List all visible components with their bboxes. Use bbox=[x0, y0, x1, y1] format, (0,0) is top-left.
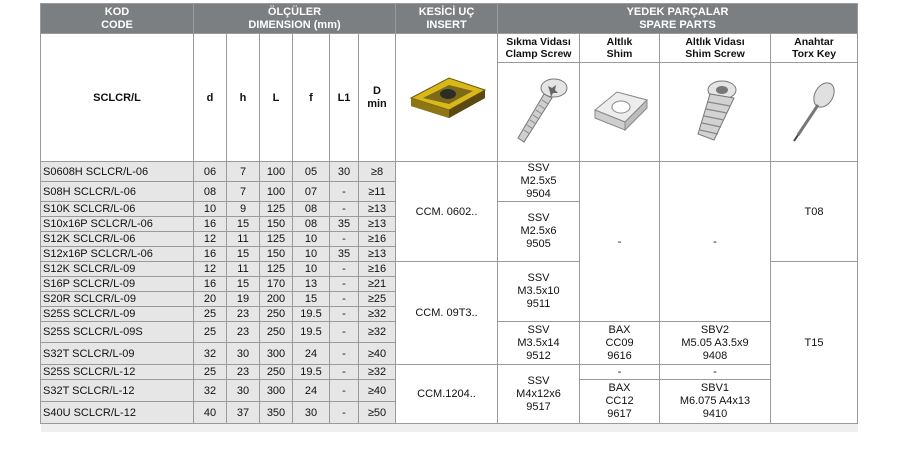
table-cell: - bbox=[330, 307, 359, 322]
table-cell: 10 bbox=[293, 247, 330, 262]
table-cell: ≥8 bbox=[359, 162, 396, 182]
clamp-screw-9512: SSV M3.5x14 9512 bbox=[498, 322, 580, 365]
shim-screw-sbv2: SBV2 M5.05 A3.5x9 9408 bbox=[660, 322, 771, 365]
table-cell: 37 bbox=[227, 402, 260, 424]
table-cell: 11 bbox=[227, 262, 260, 277]
shim-cc12: BAX CC12 9617 bbox=[580, 380, 660, 424]
table-cell: S10x16P SCLCR/L-06 bbox=[41, 217, 194, 232]
table-cell: 32 bbox=[194, 343, 227, 365]
table-cell: 200 bbox=[260, 292, 293, 307]
torx-key-t15: T15 bbox=[771, 262, 858, 424]
table-cell: 30 bbox=[330, 162, 359, 182]
table-footer-bar bbox=[41, 424, 858, 433]
col-L: L bbox=[260, 34, 293, 162]
table-cell: 20 bbox=[194, 292, 227, 307]
table-cell: ≥13 bbox=[359, 202, 396, 217]
table-cell: - bbox=[330, 292, 359, 307]
table-cell: - bbox=[330, 182, 359, 202]
table-cell: 7 bbox=[227, 182, 260, 202]
table-cell: 30 bbox=[227, 343, 260, 365]
shim-screw-none-12: - bbox=[660, 365, 771, 380]
table-cell: ≥32 bbox=[359, 307, 396, 322]
shim-screw-none: - bbox=[660, 162, 771, 322]
torx-key-header: Anahtar Torx Key bbox=[771, 34, 858, 63]
clamp-screw-9517: SSV M4x12x6 9517 bbox=[498, 365, 580, 424]
table-cell: ≥16 bbox=[359, 262, 396, 277]
table-cell: 10 bbox=[293, 232, 330, 247]
table-cell: 19.5 bbox=[293, 307, 330, 322]
table-cell: ≥25 bbox=[359, 292, 396, 307]
table-cell: S25S SCLCR/L-12 bbox=[41, 365, 194, 380]
table-cell: 150 bbox=[260, 247, 293, 262]
table-cell: 15 bbox=[227, 217, 260, 232]
table-cell: 06 bbox=[194, 162, 227, 182]
col-Dmin: D min bbox=[359, 34, 396, 162]
shim-none: - bbox=[580, 162, 660, 322]
table-cell: ≥13 bbox=[359, 217, 396, 232]
table-cell: 05 bbox=[293, 162, 330, 182]
shim-cc09: BAX CC09 9616 bbox=[580, 322, 660, 365]
table-cell: 100 bbox=[260, 182, 293, 202]
table-cell: S10K SCLCR/L-06 bbox=[41, 202, 194, 217]
table-cell: 15 bbox=[227, 277, 260, 292]
table-cell: 300 bbox=[260, 380, 293, 402]
table-cell: 12 bbox=[194, 232, 227, 247]
table-cell: 08 bbox=[194, 182, 227, 202]
table-cell: S08H SCLCR/L-06 bbox=[41, 182, 194, 202]
table-cell: 25 bbox=[194, 322, 227, 343]
insert-code-06: CCM. 0602.. bbox=[396, 162, 498, 262]
shim-image bbox=[580, 63, 660, 162]
table-cell: 35 bbox=[330, 247, 359, 262]
clamp-screw-9504: SSV M2.5x5 9504 bbox=[498, 162, 580, 202]
col-L1: L1 bbox=[330, 34, 359, 162]
parts-table bbox=[40, 3, 858, 432]
table-cell: S20R SCLCR/L-09 bbox=[41, 292, 194, 307]
table-cell: 11 bbox=[227, 232, 260, 247]
table-cell: S32T SCLCR/L-12 bbox=[41, 380, 194, 402]
table-cell: S16P SCLCR/L-09 bbox=[41, 277, 194, 292]
table-cell: 100 bbox=[260, 162, 293, 182]
table-cell: 30 bbox=[227, 380, 260, 402]
table-cell: - bbox=[330, 380, 359, 402]
table-cell: 19 bbox=[227, 292, 260, 307]
table-cell: 30 bbox=[293, 402, 330, 424]
clamp-screw-9511: SSV M3.5x10 9511 bbox=[498, 262, 580, 322]
shim-screw-header: Altlık Vidası Shim Screw bbox=[660, 34, 771, 63]
table-cell: 24 bbox=[293, 343, 330, 365]
table-cell: 32 bbox=[194, 380, 227, 402]
table-cell: S12x16P SCLCR/L-06 bbox=[41, 247, 194, 262]
table-cell: 23 bbox=[227, 307, 260, 322]
table-cell: 12 bbox=[194, 262, 227, 277]
dimension-header: ÖLÇÜLER DIMENSION (mm) bbox=[194, 4, 396, 34]
table-cell: 07 bbox=[293, 182, 330, 202]
spare-parts-header: YEDEK PARÇALAR SPARE PARTS bbox=[498, 4, 858, 34]
table-cell: S40U SCLCR/L-12 bbox=[41, 402, 194, 424]
model-label: SCLCR/L bbox=[41, 34, 194, 162]
table-cell: ≥50 bbox=[359, 402, 396, 424]
table-cell: - bbox=[330, 277, 359, 292]
table-row bbox=[41, 162, 858, 182]
insert-code-12: CCM.1204.. bbox=[396, 365, 498, 424]
table-cell: 08 bbox=[293, 202, 330, 217]
table-cell: 25 bbox=[194, 365, 227, 380]
table-cell: ≥11 bbox=[359, 182, 396, 202]
table-cell: 250 bbox=[260, 365, 293, 380]
shim-header: Altlık Shim bbox=[580, 34, 660, 63]
insert-code-09: CCM. 09T3.. bbox=[396, 262, 498, 365]
table-cell: 7 bbox=[227, 162, 260, 182]
table-cell: S0608H SCLCR/L-06 bbox=[41, 162, 194, 182]
table-cell: 250 bbox=[260, 322, 293, 343]
table-cell: 15 bbox=[293, 292, 330, 307]
table-cell: 125 bbox=[260, 262, 293, 277]
table-cell: 23 bbox=[227, 322, 260, 343]
insert-image bbox=[396, 34, 498, 162]
table-cell: 25 bbox=[194, 307, 227, 322]
table-cell: 15 bbox=[227, 247, 260, 262]
table-cell: S12K SCLCR/L-06 bbox=[41, 232, 194, 247]
torx-key-icon bbox=[784, 77, 844, 147]
table-cell: S12K SCLCR/L-09 bbox=[41, 262, 194, 277]
torx-key-image bbox=[771, 63, 858, 162]
table-cell: 24 bbox=[293, 380, 330, 402]
clamp-screw-header: Sıkma Vidası Clamp Screw bbox=[498, 34, 580, 63]
torx-key-t08: T08 bbox=[771, 162, 858, 262]
table-cell: 250 bbox=[260, 307, 293, 322]
table-cell: 13 bbox=[293, 277, 330, 292]
col-d: d bbox=[194, 34, 227, 162]
clamp-screw-9505: SSV M2.5x6 9505 bbox=[498, 202, 580, 262]
table-cell: - bbox=[330, 322, 359, 343]
table-row bbox=[41, 365, 858, 380]
insert-header: KESİCİ UÇ INSERT bbox=[396, 4, 498, 34]
table-cell: 16 bbox=[194, 217, 227, 232]
table-cell: 08 bbox=[293, 217, 330, 232]
shim-none-12: - bbox=[580, 365, 660, 380]
table-cell: 40 bbox=[194, 402, 227, 424]
table-cell: 19.5 bbox=[293, 365, 330, 380]
table-cell: S25S SCLCR/L-09 bbox=[41, 307, 194, 322]
table-cell: - bbox=[330, 262, 359, 277]
table-cell: ≥40 bbox=[359, 343, 396, 365]
table-cell: ≥40 bbox=[359, 380, 396, 402]
table-cell: ≥32 bbox=[359, 322, 396, 343]
parts-table-container bbox=[40, 3, 857, 432]
table-cell: S25S SCLCR/L-09S bbox=[41, 322, 194, 343]
col-f: f bbox=[293, 34, 330, 162]
table-cell: 150 bbox=[260, 217, 293, 232]
shim-screw-sbv1: SBV1 M6.075 A4x13 9410 bbox=[660, 380, 771, 424]
table-cell: - bbox=[330, 202, 359, 217]
table-cell: - bbox=[330, 365, 359, 380]
table-cell: 10 bbox=[293, 262, 330, 277]
code-header: KOD CODE bbox=[41, 4, 194, 34]
table-cell: 300 bbox=[260, 343, 293, 365]
table-cell: - bbox=[330, 343, 359, 365]
table-cell: 125 bbox=[260, 202, 293, 217]
shim-screw-image bbox=[660, 63, 771, 162]
table-cell: ≥32 bbox=[359, 365, 396, 380]
table-cell: S32T SCLCR/L-09 bbox=[41, 343, 194, 365]
table-cell: 350 bbox=[260, 402, 293, 424]
table-cell: 16 bbox=[194, 277, 227, 292]
table-cell: 9 bbox=[227, 202, 260, 217]
shim-screw-icon bbox=[680, 72, 750, 152]
table-cell: ≥16 bbox=[359, 232, 396, 247]
col-h: h bbox=[227, 34, 260, 162]
table-cell: 35 bbox=[330, 217, 359, 232]
table-cell: 16 bbox=[194, 247, 227, 262]
screw-icon bbox=[504, 72, 574, 152]
clamp-screw-image bbox=[498, 63, 580, 162]
table-cell: ≥21 bbox=[359, 277, 396, 292]
table-cell: - bbox=[330, 402, 359, 424]
table-cell: 23 bbox=[227, 365, 260, 380]
table-cell: - bbox=[330, 232, 359, 247]
shim-icon bbox=[587, 82, 653, 142]
table-cell: 170 bbox=[260, 277, 293, 292]
table-cell: 125 bbox=[260, 232, 293, 247]
table-cell: 10 bbox=[194, 202, 227, 217]
table-cell: ≥13 bbox=[359, 247, 396, 262]
insert-icon bbox=[405, 68, 489, 128]
table-cell: 19.5 bbox=[293, 322, 330, 343]
